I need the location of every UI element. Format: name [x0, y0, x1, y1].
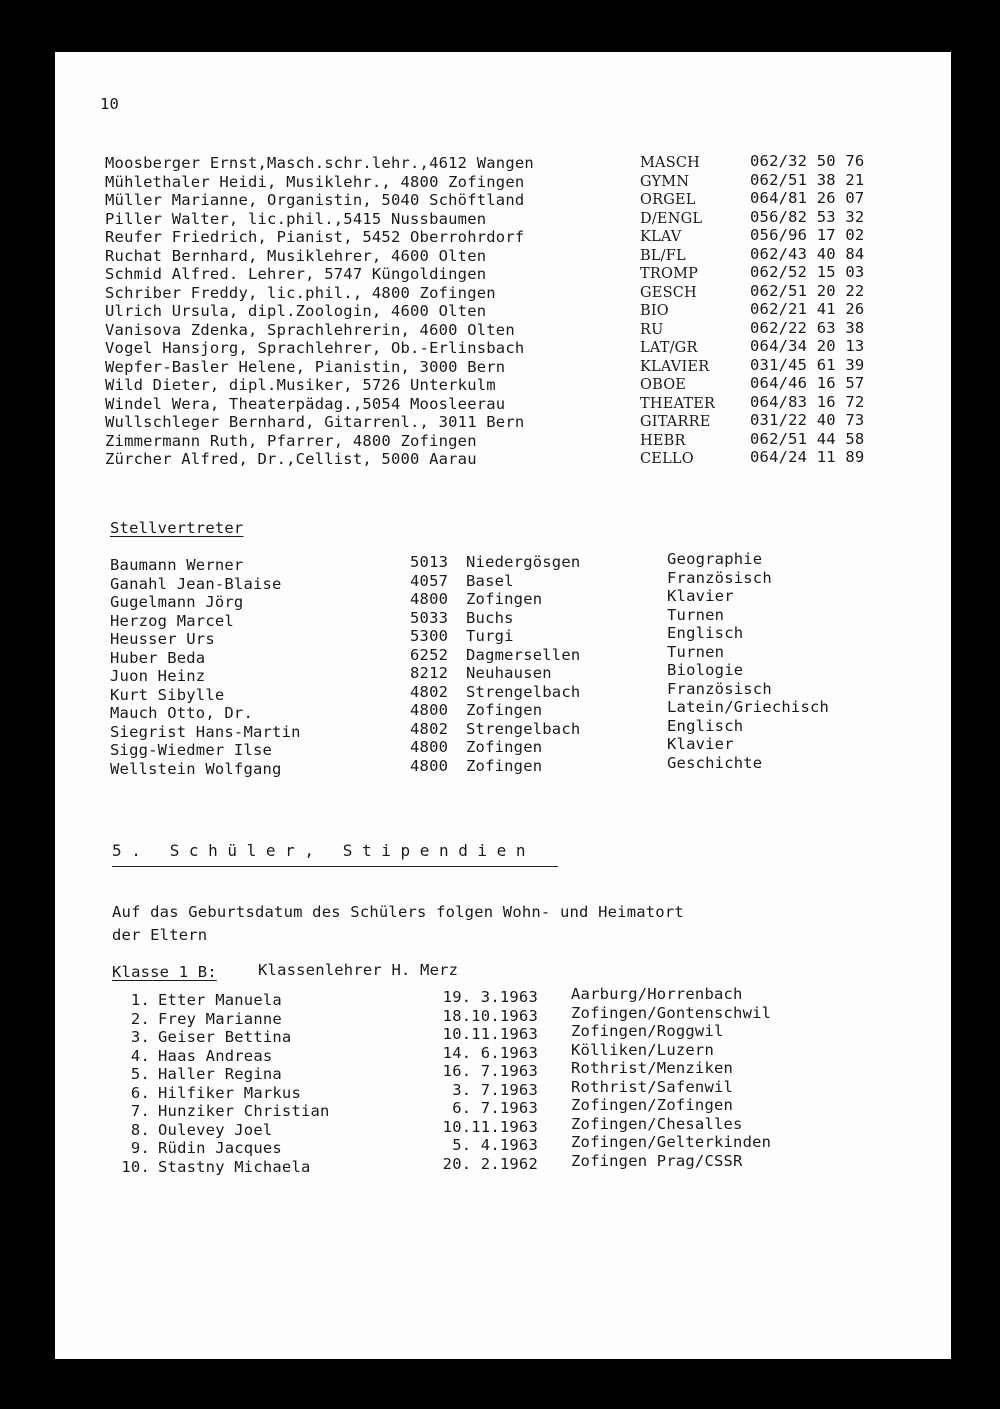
- stellvertreter-fach: Turnen: [667, 605, 725, 624]
- stellvertreter-ort: Buchs: [466, 608, 514, 627]
- directory-phone: 062/52 15 03: [750, 263, 865, 281]
- stellvertreter-name: Juon Heinz: [110, 667, 206, 685]
- stellvertreter-ort: Zofingen: [466, 701, 543, 719]
- stellvertreter-name: Sigg-Wiedmer Ilse: [110, 741, 273, 759]
- directory-entry: Reufer Friedrich, Pianist, 5452 Oberrohrdorf: [105, 228, 525, 246]
- stellvertreter-fach: Englisch: [667, 716, 744, 735]
- directory-subject: CELLO: [640, 451, 694, 467]
- directory-entry: Ulrich Ursula, dipl.Zoologin, 4600 Olten: [105, 302, 487, 320]
- stellvertreter-fach: Klavier: [667, 587, 734, 605]
- directory-phone: 062/51 20 22: [750, 281, 865, 300]
- student-number: 2.: [130, 1009, 150, 1028]
- directory-entry: Mühlethaler Heidi, Musiklehr., 4800 Zofingen: [105, 172, 525, 191]
- stellvertreter-ort: Niedergösgen: [466, 553, 581, 571]
- stellvertreter-ort: Basel: [466, 571, 514, 590]
- student-number: 4.: [130, 1046, 150, 1065]
- directory-entry: Ruchat Bernhard, Musiklehrer, 4600 Olten: [105, 246, 487, 265]
- directory-phone: 062/43 40 84: [750, 244, 865, 263]
- student-name: Rüdin Jacques: [158, 1139, 282, 1157]
- student-name: Hilfiker Markus: [158, 1083, 301, 1102]
- student-name: Etter Manuela: [158, 991, 282, 1009]
- directory-entry: Wepfer-Basler Helene, Pianistin, 3000 Bern: [105, 357, 506, 376]
- stellvertreter-ort: Strengelbach: [466, 682, 581, 701]
- directory-entry: Windel Wera, Theaterpädag.,5054 Moosleerau: [105, 394, 506, 413]
- stellvertreter-name: Baumann Werner: [110, 556, 244, 574]
- stellvertreter-ort: Zofingen: [466, 756, 543, 775]
- student-date: 14. 6.1963: [442, 1043, 538, 1062]
- stellvertreter-name: Siegrist Hans-Martin: [110, 722, 301, 741]
- directory-phone: 056/96 17 02: [750, 226, 865, 244]
- stellvertreter-name: Kurt Sibylle: [110, 685, 225, 704]
- section-5-heading: 5. Schüler, Stipendien: [112, 841, 536, 860]
- student-number: 7.: [130, 1102, 150, 1120]
- stellvertreter-fach: Französisch: [667, 679, 772, 698]
- directory-entry: Vogel Hansjorg, Sprachlehrer, Ob.-Erlinsbach: [105, 339, 525, 357]
- directory-phone: 062/21 41 26: [750, 300, 865, 318]
- directory-subject: THEATER: [640, 395, 716, 412]
- student-date: 3. 7.1963: [452, 1080, 538, 1099]
- stellvertreter-plz: 8212: [410, 664, 449, 682]
- stellvertreter-plz: 4802: [410, 682, 449, 701]
- stellvertreter-ort: Turgi: [466, 627, 514, 645]
- directory-phone: 056/82 53 32: [750, 207, 865, 226]
- page-number: 10: [100, 95, 120, 113]
- directory-entry: Wullschleger Bernhard, Gitarrenl., 3011 Bern: [105, 413, 525, 431]
- directory-phones: [750, 152, 864, 467]
- student-name: Oulevey Joel: [158, 1120, 273, 1139]
- student-orte: Rothrist/Safenwil: [571, 1077, 734, 1096]
- directory-phone: 064/83 16 72: [750, 392, 865, 411]
- document-page: [55, 52, 951, 1359]
- stellvertreter-name: Wellstein Wolfgang: [110, 759, 282, 778]
- class-teacher: Klassenlehrer H. Merz: [258, 961, 459, 979]
- directory-subject: LAT/GR: [640, 340, 698, 356]
- student-date: 5. 4.1963: [452, 1136, 538, 1154]
- student-name: Frey Marianne: [158, 1009, 282, 1028]
- stellvertreter-faecher: [667, 550, 829, 772]
- student-date: 6. 7.1963: [452, 1099, 538, 1117]
- section-5-intro-line1: Auf das Geburtsdatum des Schülers folgen Wohn- und Heimatort: [112, 903, 684, 921]
- stellvertreter-plz: 5033: [410, 608, 449, 627]
- stellvertreter-plz: 5300: [410, 627, 449, 645]
- stellvertreter-plz: 4800: [410, 738, 449, 756]
- student-numbers: [112, 991, 150, 1176]
- class-label: Klasse 1 B:: [112, 963, 217, 981]
- directory-phone: 062/22 63 38: [750, 318, 865, 337]
- student-name: Hunziker Christian: [158, 1102, 330, 1120]
- stellvertreter-fach: Turnen: [667, 642, 725, 661]
- directory-phone: 062/51 38 21: [750, 170, 865, 189]
- directory-phone: 031/22 40 73: [750, 411, 865, 429]
- student-name: Haller Regina: [158, 1065, 282, 1083]
- stellvertreter-ort: Zofingen: [466, 738, 543, 756]
- directory-entry: Piller Walter, lic.phil.,5415 Nussbaumen: [105, 209, 487, 228]
- directory-subject: HEBR: [640, 432, 686, 449]
- student-orte: Aarburg/Horrenbach: [571, 985, 743, 1003]
- stellvertreter-plz: [410, 553, 448, 775]
- directory-entry: Zürcher Alfred, Dr.,Cellist, 5000 Aarau: [105, 450, 477, 468]
- student-orte: Zofingen Prag/CSSR: [571, 1151, 743, 1170]
- directory-phone: 062/32 50 76: [750, 152, 865, 170]
- student-number: 6.: [130, 1083, 150, 1102]
- student-name: Stastny Michaela: [158, 1157, 311, 1176]
- student-number: 8.: [130, 1120, 150, 1139]
- directory-subject: TROMP: [640, 266, 699, 282]
- stellvertreter-plz: 6252: [410, 645, 449, 664]
- student-orte: Zofingen/Chesalles: [571, 1114, 743, 1133]
- directory-subject: GITARRE: [640, 414, 711, 430]
- stellvertreter-plz: 4800: [410, 756, 449, 775]
- stellvertreter-ort: Zofingen: [466, 590, 543, 608]
- directory-entries: [105, 154, 534, 469]
- directory-subject: MASCH: [640, 155, 700, 171]
- directory-subject: BL/FL: [640, 247, 686, 264]
- stellvertreter-fach: Geographie: [667, 550, 763, 568]
- stellvertreter-ort: Dagmersellen: [466, 645, 581, 664]
- stellvertreter-name: Herzog Marcel: [110, 611, 234, 630]
- stellvertreter-fach: Französisch: [667, 568, 772, 587]
- directory-subject: OBOE: [640, 377, 687, 393]
- stellvertreter-ort: Neuhausen: [466, 664, 552, 682]
- directory-phone: 064/81 26 07: [750, 189, 865, 207]
- student-number: 5.: [130, 1065, 150, 1083]
- student-date: 16. 7.1963: [442, 1062, 538, 1080]
- directory-entry: Vanisova Zdenka, Sprachlehrerin, 4600 Olten: [105, 320, 515, 339]
- stellvertreter-fach: Biologie: [667, 661, 744, 679]
- stellvertreter-plz: 4057: [410, 571, 449, 590]
- student-dates: [423, 988, 538, 1173]
- directory-entry: Wild Dieter, dipl.Musiker, 5726 Unterkulm: [105, 376, 496, 394]
- stellvertreter-names: [110, 556, 301, 778]
- stellvertreter-name: Huber Beda: [110, 648, 206, 667]
- directory-entry: Schmid Alfred. Lehrer, 5747 Küngoldingen: [105, 265, 487, 283]
- directory-entry: Zimmermann Ruth, Pfarrer, 4800 Zofingen: [105, 431, 477, 450]
- directory-subject: BIO: [640, 303, 669, 319]
- stellvertreter-name: Heusser Urs: [110, 630, 215, 648]
- stellvertreter-heading: Stellvertreter: [110, 519, 244, 537]
- directory-subject: GESCH: [640, 284, 697, 301]
- student-orte: Zofingen/Roggwil: [571, 1022, 724, 1040]
- stellvertreter-ort: Strengelbach: [466, 719, 581, 738]
- student-name: Geiser Bettina: [158, 1028, 292, 1046]
- directory-phone: 062/51 44 58: [750, 429, 865, 448]
- directory-subject: KLAV: [640, 229, 682, 245]
- directory-subject: D/ENGL: [640, 210, 703, 227]
- stellvertreter-name: Mauch Otto, Dr.: [110, 704, 253, 722]
- student-orte: Kölliken/Luzern: [571, 1040, 714, 1059]
- student-number: 3.: [130, 1028, 150, 1046]
- student-date: 20. 2.1962: [442, 1154, 538, 1173]
- student-orte: Zofingen/Gontenschwil: [571, 1003, 772, 1022]
- directory-subject: GYMN: [640, 173, 690, 190]
- stellvertreter-fach: Latein/Griechisch: [667, 698, 830, 716]
- student-date: 10.11.1963: [442, 1025, 538, 1043]
- directory-entry: Moosberger Ernst,Masch.schr.lehr.,4612 Wangen: [105, 154, 534, 172]
- student-names: [158, 991, 330, 1176]
- student-orte: Zofingen/Zofingen: [571, 1096, 734, 1114]
- directory-subjects: [640, 154, 715, 469]
- student-date: 18.10.1963: [442, 1006, 538, 1025]
- directory-subject: RU: [640, 321, 664, 338]
- student-number: 9.: [130, 1139, 150, 1157]
- directory-entry: Schriber Freddy, lic.phil., 4800 Zofingen: [105, 283, 496, 302]
- student-number: 1.: [130, 991, 150, 1009]
- directory-phone: 064/24 11 89: [750, 448, 865, 466]
- section-5-underline: [112, 866, 558, 867]
- student-number: 10.: [121, 1157, 150, 1176]
- stellvertreter-fach: Geschichte: [667, 753, 763, 772]
- directory-subject: ORGEL: [640, 192, 696, 208]
- stellvertreter-fach: Klavier: [667, 735, 734, 753]
- stellvertreter-orte: [466, 553, 580, 775]
- section-5-intro-line2: der Eltern: [112, 926, 208, 944]
- stellvertreter-plz: 5013: [410, 553, 449, 571]
- stellvertreter-fach: Englisch: [667, 624, 744, 642]
- directory-phone: 064/34 20 13: [750, 337, 865, 355]
- student-date: 19. 3.1963: [442, 988, 538, 1006]
- directory-phone: 064/46 16 57: [750, 374, 865, 392]
- stellvertreter-plz: 4802: [410, 719, 449, 738]
- stellvertreter-name: Ganahl Jean-Blaise: [110, 574, 282, 593]
- student-orte: Zofingen/Gelterkinden: [571, 1133, 772, 1151]
- directory-entry: Müller Marianne, Organistin, 5040 Schöftland: [105, 191, 525, 209]
- directory-phone: 031/45 61 39: [750, 355, 865, 374]
- directory-subject: KLAVIER: [640, 358, 710, 375]
- stellvertreter-name: Gugelmann Jörg: [110, 593, 244, 611]
- stellvertreter-plz: 4800: [410, 701, 449, 719]
- student-orte: [571, 985, 771, 1170]
- student-date: 10.11.1963: [442, 1117, 538, 1136]
- student-orte: Rothrist/Menziken: [571, 1059, 734, 1077]
- student-name: Haas Andreas: [158, 1046, 273, 1065]
- stellvertreter-plz: 4800: [410, 590, 449, 608]
